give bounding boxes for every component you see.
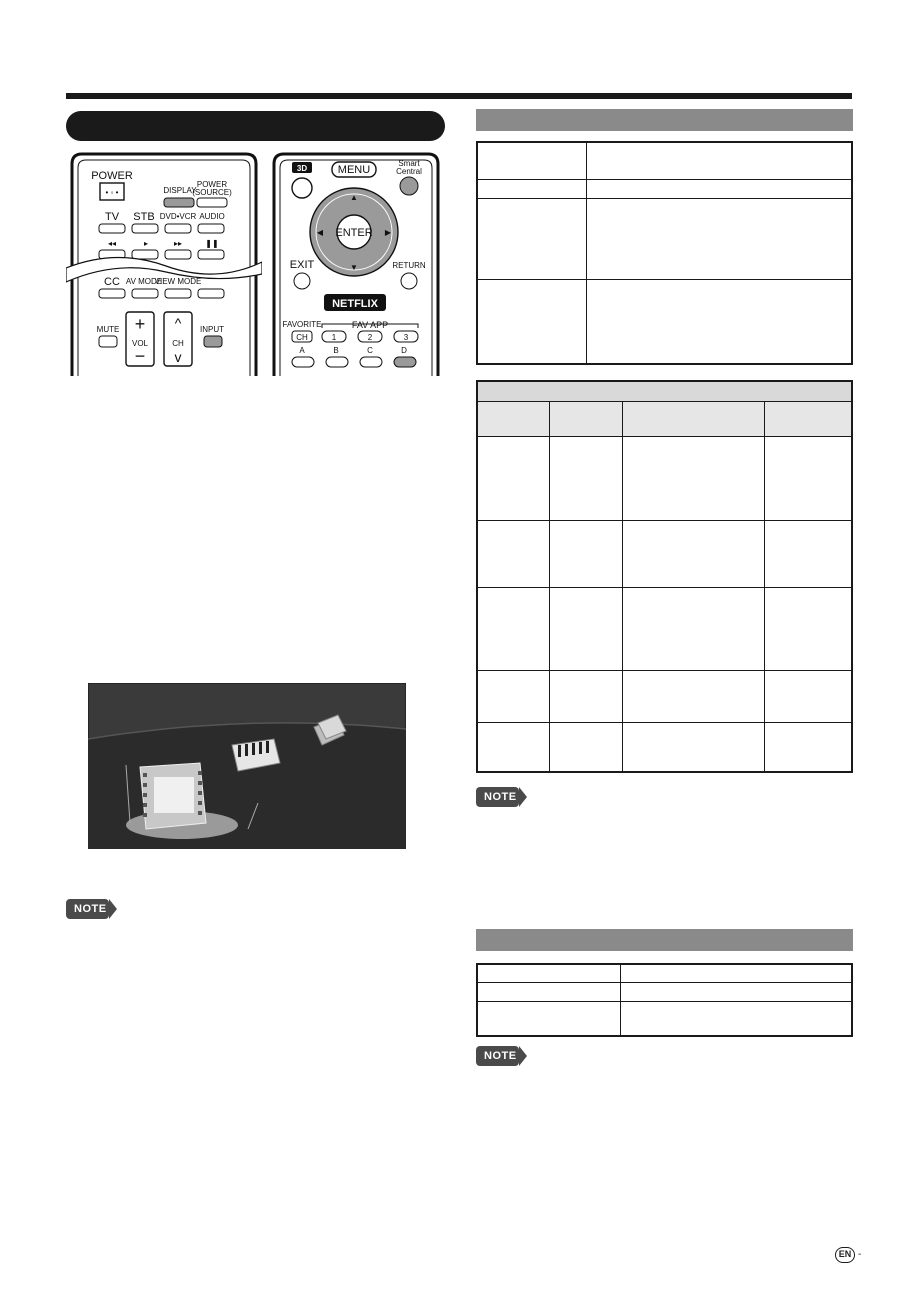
svg-text:◂◂: ◂◂	[107, 239, 117, 248]
power-source-button	[197, 198, 227, 207]
input-button	[204, 336, 222, 347]
remote-label-menu: MENU	[337, 164, 371, 176]
remote-label-mute: MUTE	[96, 325, 120, 334]
remote-illustration-right	[270, 150, 442, 376]
svg-text:❚❚: ❚❚	[205, 239, 219, 248]
svg-text:▸: ▸	[143, 239, 149, 248]
table-row	[478, 670, 851, 671]
remote-label-display: DISPLAY	[163, 186, 197, 195]
remote-label-audio: AUDIO	[199, 212, 225, 221]
remote-label-av-mode: AV MODE	[125, 277, 163, 286]
remote-label-return: RETURN	[392, 261, 426, 270]
svg-text:(SOURCE): (SOURCE)	[192, 188, 232, 197]
remote-label-fav-3: 3	[403, 333, 409, 342]
remote-label-input: INPUT	[200, 325, 224, 334]
svg-text:−: −	[134, 346, 146, 366]
settings-table-3	[476, 963, 853, 1037]
svg-text:+: +	[134, 314, 146, 334]
svg-text:▶: ▶	[384, 228, 392, 237]
remote-label-d: D	[401, 346, 407, 355]
remote-label-power-source: POWER	[196, 180, 228, 189]
remote-label-c: C	[367, 346, 373, 355]
remote-illustration-left	[66, 150, 262, 376]
remote-label-exit: EXIT	[289, 259, 315, 271]
svg-text:▲: ▲	[350, 193, 358, 202]
remote-label-netflix: NETFLIX	[332, 298, 378, 310]
svg-text:v: v	[174, 349, 182, 365]
remote-label-a: A	[299, 346, 305, 355]
remote-label-dvd: DVD•VCR	[159, 212, 197, 221]
remote-label-enter: ENTER	[335, 227, 373, 239]
note-badge-left: NOTE	[66, 899, 109, 919]
svg-text:▼: ▼	[350, 263, 358, 272]
remote-label-3d: 3D	[296, 164, 308, 173]
table-row	[478, 520, 851, 521]
note-badge-right-1: NOTE	[476, 787, 519, 807]
remote-label-power: POWER	[91, 170, 133, 182]
screen-illustration	[88, 683, 406, 849]
settings-table-2	[476, 380, 853, 773]
settings-table-1	[476, 141, 853, 365]
remote-label-ch: CH	[172, 339, 184, 348]
note-badge-right-2: NOTE	[476, 1046, 519, 1066]
remote-label-fav-1: 1	[331, 333, 337, 342]
return-button	[401, 273, 417, 289]
svg-text:^: ^	[174, 315, 182, 331]
page-number: -	[858, 1249, 862, 1260]
exit-button	[294, 273, 310, 289]
svg-text:Central: Central	[396, 167, 422, 176]
remote-label-cc: CC	[104, 276, 120, 288]
svg-text:• ◦ •: • ◦ •	[105, 188, 119, 197]
svg-text:▸▸: ▸▸	[173, 239, 183, 248]
mute-button	[99, 336, 117, 347]
language-badge: EN	[835, 1247, 855, 1263]
table-row	[478, 587, 851, 588]
remote-label-b: B	[333, 346, 339, 355]
section-header-bar-2	[476, 929, 853, 951]
smart-central-button	[400, 177, 418, 195]
remote-label-smart-central: Smart	[398, 159, 420, 168]
table-2-header-row	[478, 402, 851, 437]
section-header-bar-1	[476, 109, 853, 131]
remote-label-fav-ch: CH	[296, 333, 308, 342]
svg-text:◀: ◀	[316, 228, 324, 237]
remote-label-vol: VOL	[131, 339, 149, 348]
table-2-title-row	[478, 382, 851, 402]
remote-label-fav-2: 2	[367, 333, 373, 342]
3d-button	[292, 178, 312, 198]
section-title-bar	[66, 111, 445, 141]
remote-label-favorite: FAVORITE	[282, 320, 322, 329]
remote-label-tv: TV	[104, 211, 120, 223]
top-rule	[66, 93, 852, 99]
table-row	[478, 722, 851, 723]
d-button	[394, 357, 416, 367]
display-button	[164, 198, 194, 207]
remote-label-fav-app: FAV APP	[351, 320, 389, 330]
remote-label-stb: STB	[133, 211, 155, 223]
remote-label-view-mode: VIEW MODE	[154, 277, 202, 286]
